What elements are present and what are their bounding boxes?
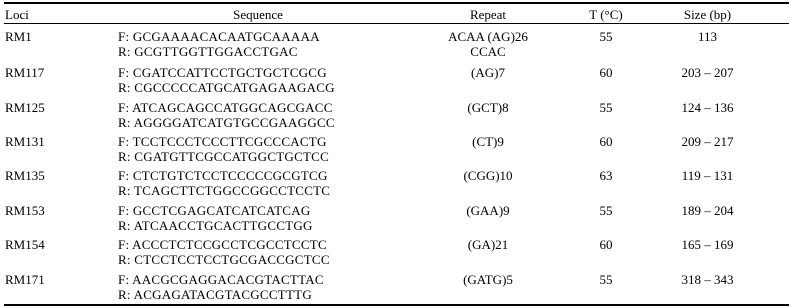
row-size: 113	[697, 29, 718, 44]
row-repeat: (GATG)5	[463, 272, 513, 287]
header-loci: Loci	[5, 7, 29, 22]
row-forward-primer: F: ACCCTCTCCGCCTCGCCTCCTC	[118, 237, 327, 252]
row-temperature: 60	[599, 134, 613, 149]
header-size: Size (bp)	[683, 7, 732, 22]
row-reverse-primer: R: CGCCCCCATGCATGAGAAGACG	[118, 80, 335, 95]
row-reverse-primer: R: AGGGGATCATGTGCCGAAGGCC	[118, 115, 335, 130]
row-repeat: (GA)21	[467, 237, 509, 252]
row-forward-primer: F: GCGAAAACACAATGCAAAAA	[118, 29, 320, 44]
row-locus: RM117	[5, 65, 45, 80]
row-size: 318 – 343	[681, 272, 734, 287]
row-forward-primer: F: ATCAGCAGCCATGGCAGCGACC	[118, 100, 333, 115]
table-bottom-rule	[4, 304, 789, 306]
row-repeat: (GAA)9	[466, 203, 510, 218]
row-temperature: 60	[599, 65, 613, 80]
row-reverse-primer: R: ACGAGATACGTACGCCTTTG	[118, 287, 312, 302]
header-repeat: Repeat	[469, 7, 507, 22]
row-size: 165 – 169	[681, 237, 734, 252]
row-locus: RM125	[5, 100, 45, 115]
header-temperature: T (°C)	[589, 7, 623, 22]
row-forward-primer: F: AACGCGAGGACACGTACTTAC	[118, 272, 324, 287]
row-temperature: 55	[599, 100, 613, 115]
row-size: 189 – 204	[681, 203, 734, 218]
row-temperature: 63	[599, 168, 613, 183]
row-locus: RM131	[5, 134, 45, 149]
row-repeat: (GCT)8	[467, 100, 509, 115]
row-reverse-primer: R: CGATGTTCGCCATGGCTGCTCC	[118, 149, 330, 164]
row-reverse-primer: R: TCAGCTTCTGGCCGGCCTCCTC	[118, 183, 331, 198]
row-reverse-primer: R: CTCCTCCTCCTGCGACCGCTCC	[118, 252, 330, 267]
row-locus: RM135	[5, 168, 45, 183]
header-sequence: Sequence	[233, 7, 283, 22]
row-reverse-primer: R: ATCAACCTGCACTTGCCTGG	[118, 218, 313, 233]
row-size: 119 – 131	[681, 168, 734, 183]
row-locus: RM171	[5, 272, 45, 287]
row-forward-primer: F: TCCTCCCTCCCTTCGCCCACTG	[118, 134, 327, 149]
row-temperature: 55	[599, 272, 613, 287]
header-rule	[4, 23, 789, 24]
row-forward-primer: F: GCCTCGAGCATCATCATCAG	[118, 203, 311, 218]
row-size: 209 – 217	[681, 134, 734, 149]
table-top-rule	[4, 2, 789, 4]
row-repeat: (AG)7	[471, 65, 505, 80]
row-size: 203 – 207	[681, 65, 734, 80]
row-temperature: 55	[599, 203, 613, 218]
row-forward-primer: F: CTCTGTCTCCTCCCCCGCGTCG	[118, 168, 328, 183]
row-locus: RM154	[5, 237, 45, 252]
row-locus: RM153	[5, 203, 45, 218]
row-repeat: (CT)9	[472, 134, 504, 149]
row-size: 124 – 136	[681, 100, 734, 115]
row-repeat: (CGG)10	[463, 168, 513, 183]
row-locus: RM1	[5, 29, 32, 44]
row-reverse-primer: R: GCGTTGGTTGGACCTGAC	[118, 44, 298, 59]
row-temperature: 55	[599, 29, 613, 44]
row-repeat: ACAA (AG)26	[448, 29, 528, 44]
row-temperature: 60	[599, 237, 613, 252]
row-repeat-continued: CCAC	[470, 44, 506, 59]
row-forward-primer: F: CGATCCATTCCTGCTGCTCGCG	[118, 65, 327, 80]
